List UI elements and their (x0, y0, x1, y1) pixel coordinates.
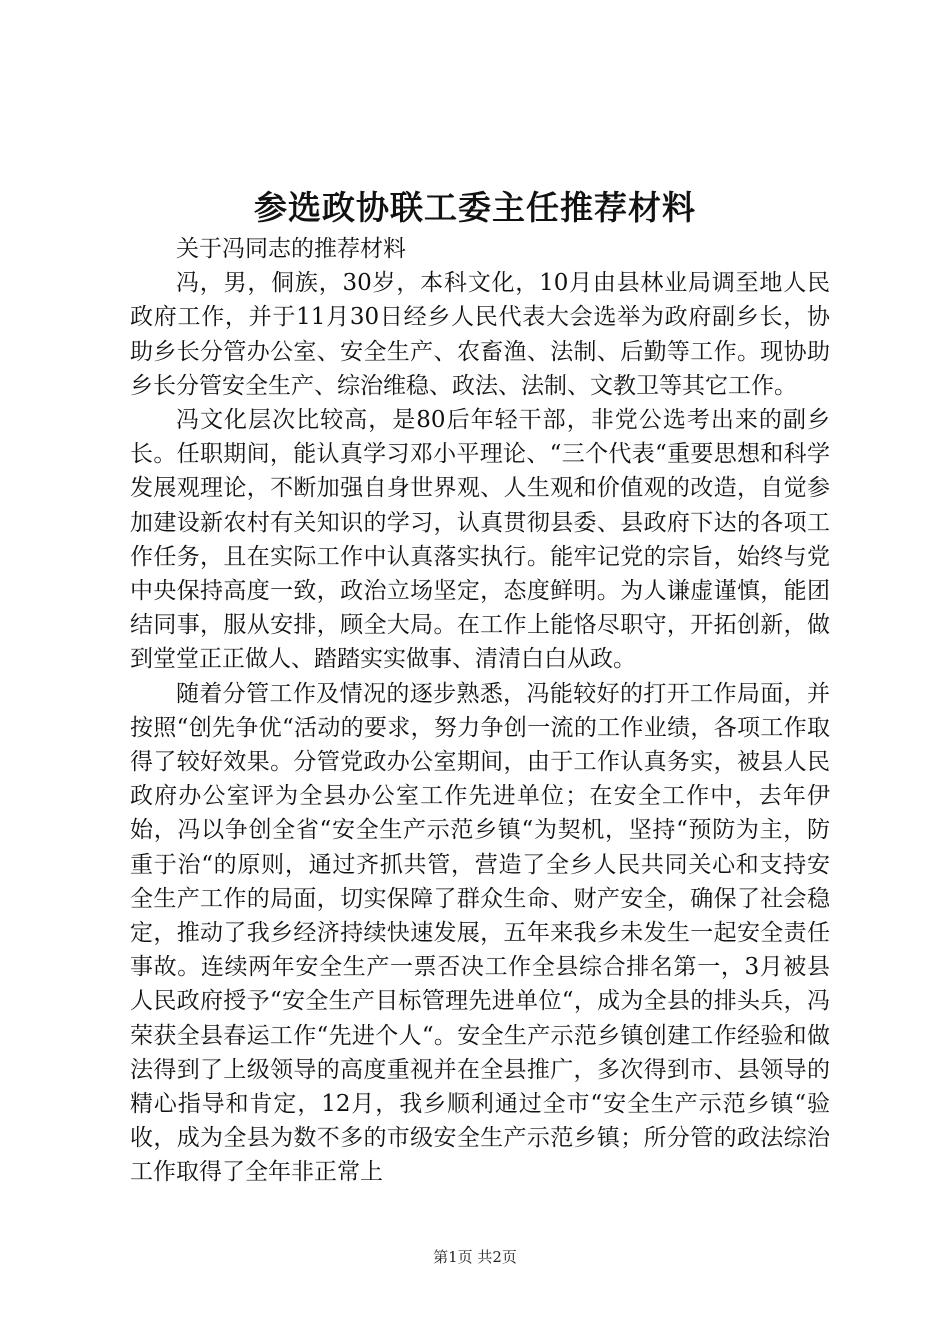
document-body (130, 232, 830, 1190)
document-title: 参选政协联工委主任推荐材料 (254, 188, 696, 227)
paragraph-1: 冯，男，侗族，30岁，本科文化，10月由县林业局调至地人民政府工作，并于11月30日经乡人民代表大会选举为政府副乡长，协助乡长分管办公室、安全生产、农畜渔、法制、后勤等工作。现协助乡长分管安全生产、综治维稳、政法、法制、文教卫等其它工作。 (130, 270, 830, 399)
page-number-footer: 第1页 共2页 (433, 1248, 517, 1266)
document-subtitle: 关于冯同志的推荐材料 (176, 236, 406, 262)
paragraph-2: 冯文化层次比较高，是80后年轻干部，非党公选考出来的副乡长。任职期间，能认真学习邓小平理论、“三个代表“重要思想和科学发展观理论，不断加强自身世界观、人生观和价值观的改造，自觉参加建设新农村有关知识的学习，认真贯彻县委、县政府下达的各项工作任务，且在实际工作中认真落实执行。能牢记党的宗旨，始终与党中央保持高度一致，政治立场坚定，态度鲜明。为人谦虚谨慎，能团结同事，服从安排，顾全大局。在工作上能恪尽职守，开拓创新，做到堂堂正正做人、踏踏实实做事、清清白白从政。 (130, 407, 830, 673)
paragraph-3: 随着分管工作及情况的逐步熟悉，冯能较好的打开工作局面，并按照“创先争优“活动的要求，努力争创一流的工作业绩，各项工作取得了较好效果。分管党政办公室期间，由于工作认真务实，被县人民政府办公室评为全县办公室工作先进单位；在安全工作中，去年伊始，冯以争创全省“安全生产示范乡镇“为契机，坚持“预防为主，防重于治“的原则，通过齐抓共管，营造了全乡人民共同关心和支持安全生产工作的局面，切实保障了群众生命、财产安全，确保了社会稳定，推动了我乡经济持续快速发展，五年来我乡未发生一起安全责任事故。连续两年安全生产一票否决工作全县综合排名第一，3月被县人民政府授予“安全生产目标管理先进单位“，成为全县的排头兵，冯荣获全县春运工作“先进个人“。安全生产示范乡镇创建工作经验和做法得到了上级领导的高度重视并在全县推广，多次得到市、县领导的精心指导和肯定，12月，我乡顺利通过全市“安全生产示范乡镇“验收，成为全县为数不多的市级安全生产示范乡镇；所分管的政法综治工作取得了全年非正常上 (130, 680, 830, 1186)
